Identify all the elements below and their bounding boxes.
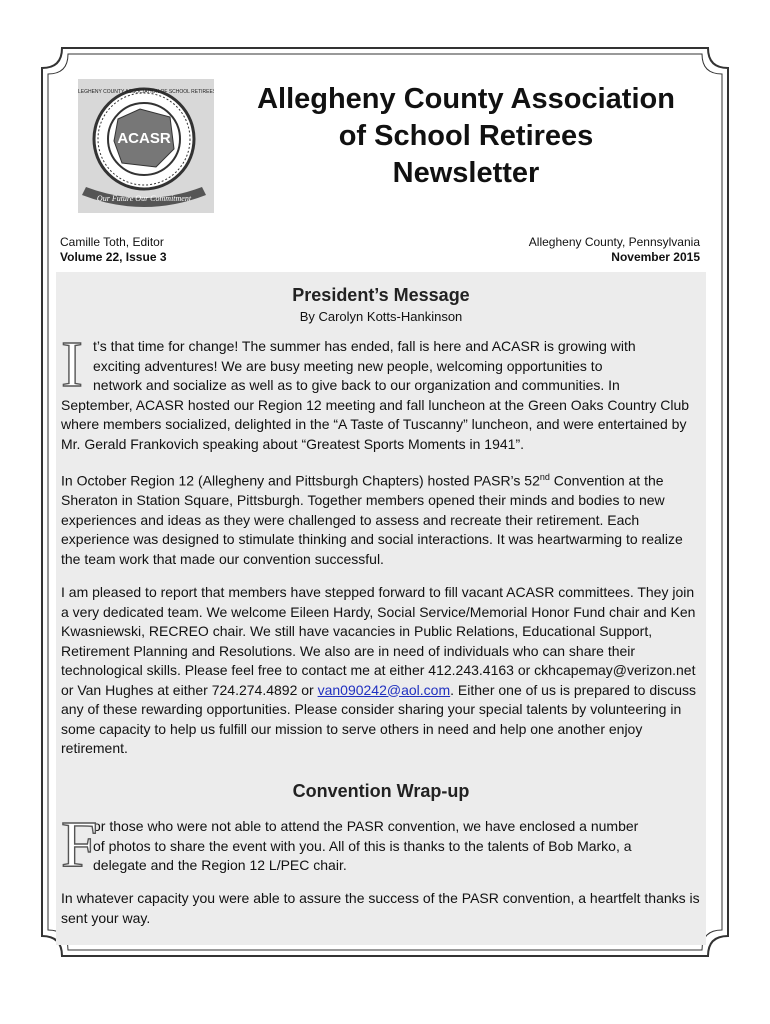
title-line-1: Allegheny County Association xyxy=(257,83,675,115)
byline: By Carolyn Kotts-Hankinson xyxy=(299,309,463,324)
location: Allegheny County, Pennsylvania xyxy=(528,235,700,249)
issue-date: November 2015 xyxy=(611,250,700,264)
title-line-2: of School Retirees xyxy=(338,120,594,152)
conv-line-2: of photos to share the event with you. All of this is thanks to the talents of Bob Marko, a xyxy=(93,837,632,854)
presidents-message-paragraph-1 xyxy=(61,328,703,454)
masthead xyxy=(56,75,706,235)
email-link[interactable]: van090242@aol.com xyxy=(317,681,451,698)
convention-paragraph-1 xyxy=(61,808,703,881)
p3-start: I am pleased to report that members have stepped forward to fill vacant ACASR committees. They join a very dedicated team. We welcome Eileen Hardy, Social Service/Memorial Honor Fund chair and Ken Kwasniewski, RECREO chair. We still have vacancies in Public Relations, Educational Support, Retirement Planning and Resolutions. We also are in need of individuals who can share their technological skills. Please feel free to contact me at either 412.243.4163 or ckhcapemay@verizon.net or Van Hughes at either 724.274.4892 or xyxy=(61,584,696,698)
p2-rest: Convention at the Sheraton in Station Square, Pittsburgh. Together members opened their minds and bodies to new experiences and ideas as they were challenged to assess and recreate their retirement. Each experience was designed to stimulate thinking and social interactions. It was heartwarming to realize the team work that made our convention successful. xyxy=(61,472,683,567)
title-line-3: Newsletter xyxy=(392,157,540,189)
presidents-message-heading: President’s Message xyxy=(292,285,470,305)
presidents-message-paragraph-2 xyxy=(61,468,703,569)
volume-issue: Volume 22, Issue 3 xyxy=(60,250,167,264)
editor: Camille Toth, Editor xyxy=(60,235,164,249)
p3-end: . Either one of us is prepared to discuss any of these rewarding opportunities. Please consider sharing your special talents by volunteering in some capacity to help us fulfill our mission to serve others in need and help one another enjoy retirement. xyxy=(61,681,697,756)
p1-rest: September, ACASR hosted our Region 12 meeting and fall luncheon at the Green Oaks Country Club where members socialized, delighted in the “A Taste of Tuscanny” luncheon, and were entertained by Mr. Gerald Frankovich speaking about “Greatest Sports Moments in 1941”. xyxy=(61,396,690,452)
logo-text: ACASR xyxy=(117,130,171,147)
logo-ribbon-text: Our Future Our Commitment xyxy=(96,194,192,203)
p2-superscript: nd xyxy=(539,472,550,482)
issue-meta xyxy=(60,235,700,265)
p1-line-2: exciting adventures! We are busy meeting new people, welcoming opportunities to xyxy=(93,357,603,374)
dropcap-f: F xyxy=(61,808,98,881)
conv-line-3: delegate and the Region 12 L/PEC chair. xyxy=(93,857,347,873)
newsletter-body xyxy=(56,75,706,945)
presidents-message-paragraph-3 xyxy=(61,583,703,759)
convention-heading: Convention Wrap-up xyxy=(292,781,470,801)
p1-line-3: network and socialize as well as to give back to our organization and communities. In xyxy=(93,377,620,393)
p2-start: In October Region 12 (Allegheny and Pittsburgh Chapters) hosted PASR’s 52 xyxy=(61,472,540,489)
conv-line-1: or those who were not able to attend the PASR convention, we have enclosed a number xyxy=(93,818,639,834)
logo-ring-text: ALLEGHENY COUNTY ASSOCIATION OF SCHOOL RETIREES xyxy=(78,89,214,95)
p1-line-1: t’s that time for change! The summer has ended, fall is here and ACASR is growing with xyxy=(93,338,636,354)
convention-paragraph-2: In whatever capacity you were able to assure the success of the PASR convention, a heartfelt thanks is sent your way. xyxy=(61,890,700,926)
acasr-logo xyxy=(78,79,214,213)
dropcap-i: I xyxy=(61,328,83,401)
newsletter-title xyxy=(236,81,696,192)
